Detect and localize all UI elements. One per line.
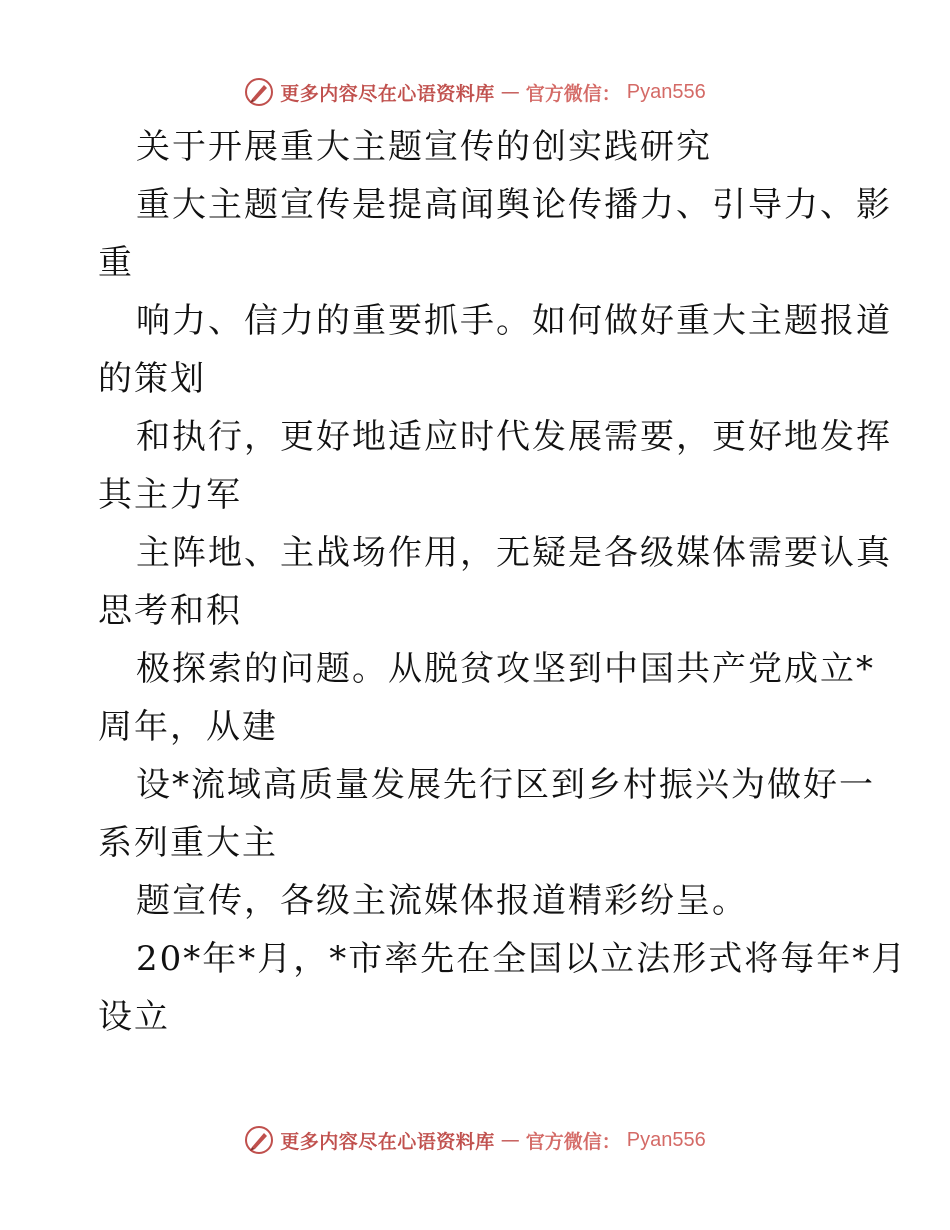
footer-watermark (0, 1120, 950, 1160)
text-line: 和执行，更好地适应时代发展需要，更好地发挥 (136, 417, 892, 457)
watermark-official-label: 官方微信： (525, 82, 621, 105)
text-line: 设立 (98, 997, 170, 1037)
watermark-official-label: 官方微信： (525, 1130, 621, 1153)
text-line: 重大主题宣传是提高闻舆论传播力、引导力、影 (136, 185, 892, 225)
quill-pen-logo-icon (244, 77, 274, 107)
text-line: 主阵地、主战场作用，无疑是各级媒体需要认真 (136, 533, 892, 573)
text-line: 设*流域高质量发展先行区到乡村振兴为做好一 (136, 765, 875, 805)
text-line: 周年，从建 (98, 707, 278, 747)
text-line: 响力、信力的重要抓手。如何做好重大主题报道 (136, 301, 892, 341)
text-line: 题宣传，各级主流媒体报道精彩纷呈。 (136, 881, 748, 921)
watermark-wechat-id: Pyan556 (626, 80, 706, 103)
header-watermark (0, 72, 950, 112)
watermark-separator: — (500, 81, 520, 103)
text-line: 20*年*月，*市率先在全国以立法形式将每年*月 (136, 939, 908, 979)
watermark-separator: — (500, 1129, 520, 1151)
text-line: 系列重大主 (98, 823, 278, 863)
text-line: 极探索的问题。从脱贫攻坚到中国共产党成立* (136, 649, 875, 689)
quill-pen-logo-icon (244, 1125, 274, 1155)
watermark-text: 更多内容尽在心语资料库 (280, 82, 495, 105)
document-body (98, 118, 908, 1046)
text-line: 思考和积 (98, 591, 242, 631)
watermark-wechat-id: Pyan556 (626, 1128, 706, 1151)
document-title: 关于开展重大主题宣传的创实践研究 (136, 127, 712, 167)
text-line: 重 (98, 243, 134, 283)
text-line: 其主力军 (98, 475, 242, 515)
text-line: 的策划 (98, 359, 206, 399)
watermark-text: 更多内容尽在心语资料库 (280, 1130, 495, 1153)
